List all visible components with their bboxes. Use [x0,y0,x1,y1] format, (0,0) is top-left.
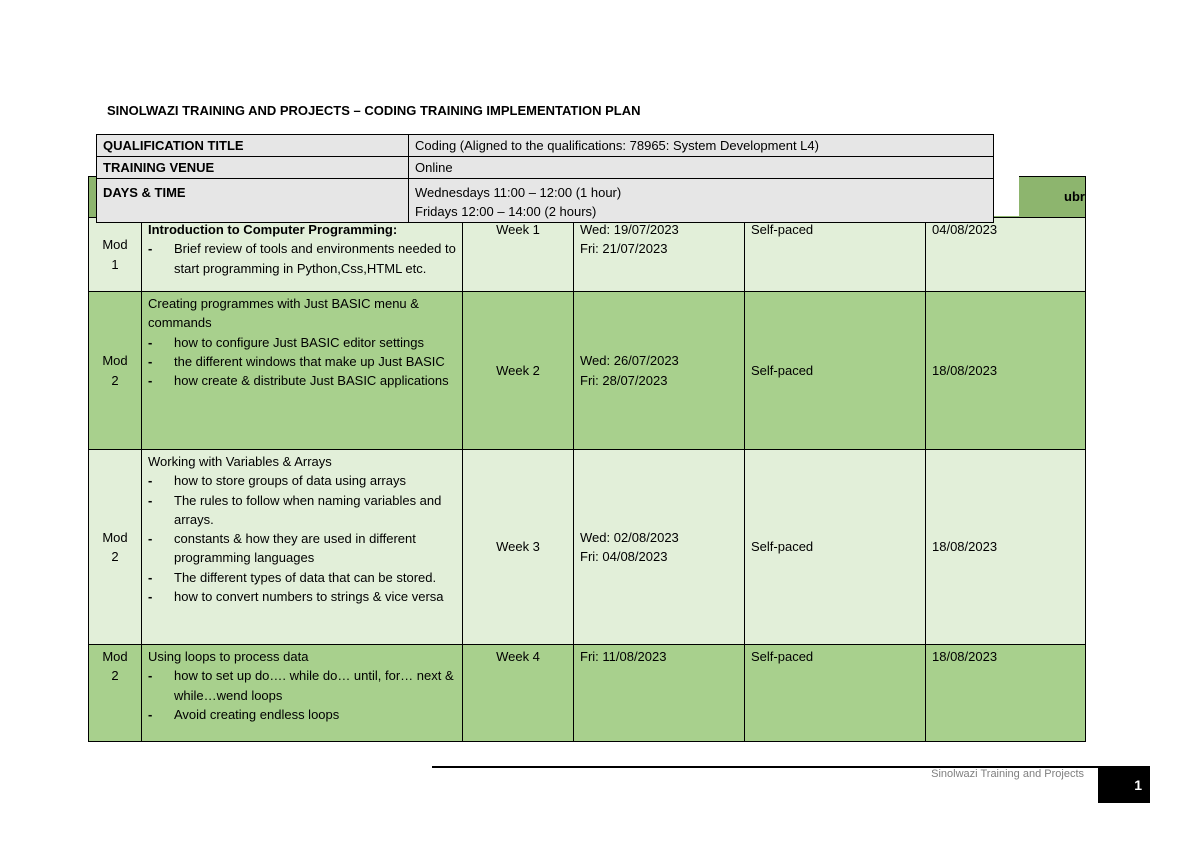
mode-cell: Self-paced [745,218,926,292]
days-row [97,179,994,223]
module-cell: Mod 2 [89,645,142,742]
module-cell: Mod 2 [89,292,142,450]
header-submission-partial: ubr [926,177,1086,218]
topic-cell: Creating programmes with Just BASIC menu & commands - how to configure Just BASIC editor settings - the different windows that make up Just BASIC - how create & distribute Just BASIC applications [142,292,463,450]
venue-label: TRAINING VENUE [97,157,409,179]
week-cell: Week 4 [463,645,574,742]
page-margin-mask [994,176,1019,216]
topic-cell: Using loops to process data - how to set up do…. while do… until, for… next & while…wend loops - Avoid creating endless loops [142,645,463,742]
submission-cell: 18/08/2023 [926,645,1086,742]
table-row [89,450,1086,645]
table-row [89,218,1086,292]
implementation-plan-table [88,176,1086,742]
week-cell: Week 1 [463,218,574,292]
list-item: - Avoid creating endless loops [148,705,456,724]
mode-cell: Self-paced [745,292,926,450]
table-row [89,292,1086,450]
qualification-info-table [96,134,994,223]
venue-value: Online [409,157,994,179]
list-item: - how to configure Just BASIC editor settings [148,333,456,352]
venue-row [97,157,994,179]
mode-cell: Self-paced [745,645,926,742]
footer-company: Sinolwazi Training and Projects [931,768,1084,780]
dates-cell: Wed: 02/08/2023 Fri: 04/08/2023 [574,450,745,645]
dates-cell: Fri: 11/08/2023 [574,645,745,742]
table-row [89,645,1086,742]
qualification-label: QUALIFICATION TITLE [97,135,409,157]
submission-cell: 04/08/2023 [926,218,1086,292]
module-cell: Mod 1 [89,218,142,292]
list-item: - constants & how they are used in different programming languages [148,529,456,568]
qualification-value: Coding (Aligned to the qualifications: 78965: System Development L4) [409,135,994,157]
submission-cell: 18/08/2023 [926,450,1086,645]
week-cell: Week 2 [463,292,574,450]
list-item: - the different windows that make up Just BASIC [148,352,456,371]
list-item: - The different types of data that can be stored. [148,568,456,587]
dates-cell: Wed: 19/07/2023 Fri: 21/07/2023 [574,218,745,292]
list-item: - Brief review of tools and environments needed to start programming in Python,Css,HTML etc. [148,239,456,278]
topic-cell: Introduction to Computer Programming: - Brief review of tools and environments needed to start programming in Python,Css,HTML etc. [142,218,463,292]
week-cell: Week 3 [463,450,574,645]
module-cell: Mod 2 [89,450,142,645]
mode-cell: Self-paced [745,450,926,645]
list-item: - how create & distribute Just BASIC applications [148,371,456,390]
submission-cell: 18/08/2023 [926,292,1086,450]
qualification-row [97,135,994,157]
list-item: - The rules to follow when naming variables and arrays. [148,491,456,530]
days-label: DAYS & TIME [97,179,409,223]
list-item: - how to store groups of data using arrays [148,471,456,490]
days-value: Wednesdays 11:00 – 12:00 (1 hour) Fridays 12:00 – 14:00 (2 hours) [409,179,994,223]
page-number: 1 [1098,766,1150,803]
document-title: SINOLWAZI TRAINING AND PROJECTS – CODING TRAINING IMPLEMENTATION PLAN [107,103,641,118]
dates-cell: Wed: 26/07/2023 Fri: 28/07/2023 [574,292,745,450]
topic-cell: Working with Variables & Arrays - how to store groups of data using arrays - The rules to follow when naming variables and arrays. - constants & how they are used in different programming languages - The different types of data that can be stored. - how to convert numbers to strings & vice versa [142,450,463,645]
list-item: - how to convert numbers to strings & vice versa [148,587,456,606]
list-item: - how to set up do…. while do… until, for… next & while…wend loops [148,666,456,705]
